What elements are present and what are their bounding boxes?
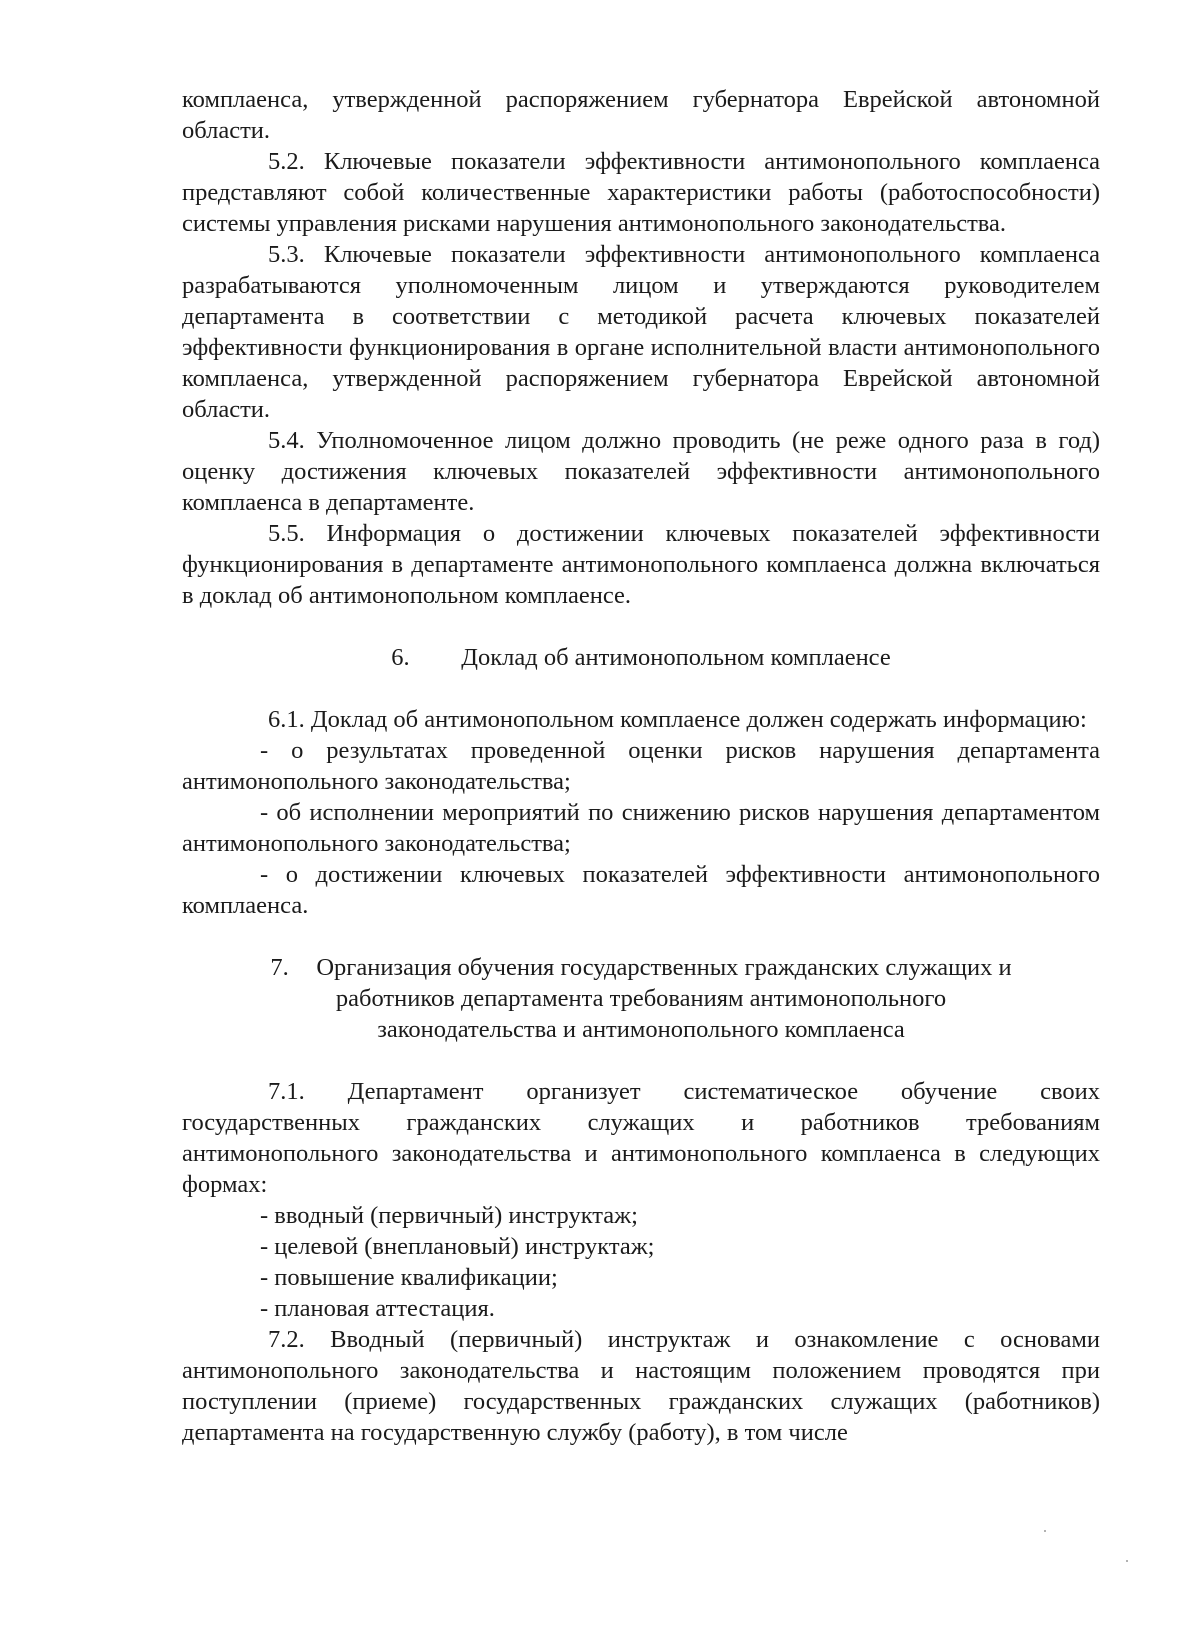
- section-7-title-line3: законодательства и антимонопольного комплаенса: [377, 1016, 905, 1043]
- section-6-number: 6.: [391, 644, 410, 671]
- paragraph-6-1: 6.1. Доклад об антимонопольном комплаенсе должен содержать информацию:: [268, 706, 1087, 733]
- document-body: [182, 84, 1100, 1448]
- scan-speck: [1126, 1560, 1128, 1562]
- section-7-heading: [182, 952, 1100, 1045]
- section-6-heading: [182, 642, 1100, 673]
- list-item-6-b: - об исполнении мероприятий по снижению рисков нарушения департаментом антимонопольного законодательства;: [182, 799, 1100, 857]
- section-6-title: Доклад об антимонопольном комплаенсе: [461, 644, 891, 671]
- section-7-number: 7.: [270, 954, 289, 981]
- paragraph-5-4: 5.4. Уполномоченное лицом должно проводить (не реже одного раза в год) оценку достижения ключевых показателей эффективности антимонопольного комплаенса в департаменте.: [182, 427, 1100, 516]
- scan-speck: [1044, 1530, 1046, 1532]
- list-item-7-b: - целевой (внеплановый) инструктаж;: [260, 1233, 655, 1260]
- paragraph-7-1: 7.1. Департамент организует систематическое обучение своих государственных гражданских служащих и работников требованиям антимонопольного законодательства и антимонопольного комплаенса в следующих формах:: [182, 1078, 1100, 1198]
- paragraph-5-2: 5.2. Ключевые показатели эффективности антимонопольного комплаенса представляют собой количественные характеристики работы (работоспособности) системы управления рисками нарушения антимонопольного законодательства.: [182, 148, 1100, 237]
- section-7-title-line2: работников департамента требованиям антимонопольного: [335, 985, 947, 1012]
- list-item-7-d: - плановая аттестация.: [260, 1295, 495, 1322]
- list-item-7-a: - вводный (первичный) инструктаж;: [260, 1202, 638, 1229]
- section-7-title-line1: Организация обучения государственных гражданских служащих и: [316, 954, 1012, 981]
- list-item-6-c: - о достижении ключевых показателей эффективности антимонопольного комплаенса.: [182, 861, 1100, 919]
- paragraph-5-5: 5.5. Информация о достижении ключевых показателей эффективности функционирования в департаменте антимонопольного комплаенса должна включаться в доклад об антимонопольном комплаенсе.: [182, 520, 1100, 609]
- list-item-6-a: - о результатах проведенной оценки рисков нарушения департамента антимонопольного законодательства;: [182, 737, 1100, 795]
- list-item-7-c: - повышение квалификации;: [260, 1264, 558, 1291]
- paragraph-5-3: 5.3. Ключевые показатели эффективности антимонопольного комплаенса разрабатываются уполномоченным лицом и утверждаются руководителем департамента в соответствии с методикой расчета ключевых показателей эффективности функционирования в органе исполнительной власти антимонопольного комплаенса, утвержденной распоряжением губернатора Еврейской автономной области.: [182, 241, 1100, 423]
- paragraph-7-2: 7.2. Вводный (первичный) инструктаж и ознакомление с основами антимонопольного законодательства и настоящим положением проводятся при поступлении (приеме) государственных гражданских служащих (работников) департамента на государственную службу (работу), в том числе: [182, 1326, 1100, 1446]
- paragraph-5-1-end: комплаенса, утвержденной распоряжением губернатора Еврейской автономной области.: [182, 86, 1100, 144]
